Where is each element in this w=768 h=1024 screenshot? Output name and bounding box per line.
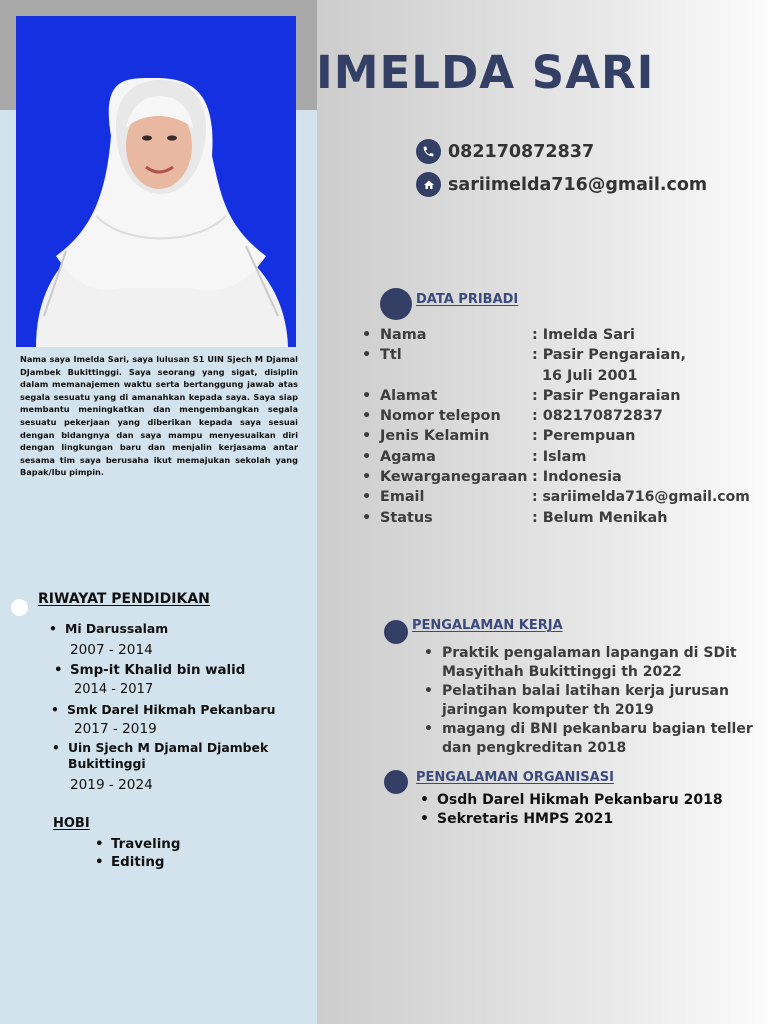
section-dot (11, 599, 28, 616)
list-item: • Agama : Islam (362, 448, 587, 465)
home-icon (416, 172, 441, 197)
contact-email (416, 172, 707, 197)
work-experience-item: • Pelatihan balai latihan kerja jurusan jaringan komputer th 2019 (442, 682, 762, 720)
education-years: 2017 - 2019 (74, 721, 157, 737)
pengalaman-organisasi-title: PENGALAMAN ORGANISASI (416, 770, 614, 785)
email-address: sariimelda716@gmail.com (448, 174, 708, 195)
work-experience-item: • magang di BNI pekanbaru bagian teller dan pengkreditan 2018 (442, 720, 762, 758)
pendidikan-title: RIWAYAT PENDIDIKAN (38, 591, 210, 607)
data-pribadi-title: DATA PRIBADI (416, 292, 519, 307)
list-item: • Alamat : Pasir Pengaraian (362, 387, 681, 404)
list-item: • Status : Belum Menikah (362, 509, 668, 526)
list-item: • Kewarganegaraan : Indonesia (362, 469, 622, 486)
phone-number: 082170872837 (448, 141, 595, 162)
profile-summary: Nama saya Imelda Sari, saya lulusan S1 UIN Sjech M Djamal DJambek Bukittinggi. Saya seorang yang sigat, disiplin dalam memanajemen waktu serta bertanggung jawab atas segala sesuatu yang di amanahkan kepada saya. Saya siap membantu meningkatkan dan mengembangkan segala sesuatu pekerjaan yang diberikan kepada saya sesuai dengan bidangnya dan saya mampu menyesuaikan diri dengan lingkungan baru dan menjalin kerjasama antar sesama tim saya berusaha ikut memajukan sekolah yang Bapak/Ibu pimpin. (20, 354, 298, 478)
hobby-item: • Editing (111, 855, 164, 870)
section-dot (384, 770, 408, 794)
section-dot (380, 288, 412, 320)
hobby-item: • Traveling (111, 837, 180, 852)
list-item: • Email : sariimelda716@gmail.com (362, 489, 750, 506)
work-experience-item: • Praktik pengalaman lapangan di SDit Masyithah Bukittinggi th 2022 (442, 644, 762, 682)
education-school: • Smp-it Khalid bin walid (70, 663, 245, 678)
list-item: • Ttl : Pasir Pengaraian, (362, 347, 686, 364)
hobi-title: HOBI (53, 816, 90, 831)
section-dot (384, 620, 408, 644)
education-years: 2007 - 2014 (70, 642, 153, 658)
list-item-continuation: 16 Juli 2001 (542, 367, 638, 384)
organization-item: • Osdh Darel Hikmah Pekanbaru 2018 (437, 792, 723, 808)
list-item: • Nomor telepon : 082170872837 (362, 408, 663, 425)
education-school: • Mi Darussalam (65, 621, 168, 636)
education-years: 2019 - 2024 (70, 777, 153, 793)
person-name: IMELDA SARI (316, 46, 655, 99)
pengalaman-kerja-title: PENGALAMAN KERJA (412, 618, 563, 633)
list-item: • Nama : Imelda Sari (362, 327, 635, 343)
profile-photo (16, 16, 296, 347)
data-pribadi-list (362, 325, 762, 528)
contact-phone (416, 139, 594, 164)
education-years: 2014 - 2017 (74, 682, 154, 697)
education-school: • Smk Darel Hikmah Pekanbaru (67, 702, 275, 717)
organization-item: • Sekretaris HMPS 2021 (437, 811, 613, 827)
list-item: • Jenis Kelamin : Perempuan (362, 428, 636, 445)
phone-icon (416, 139, 441, 164)
education-school: • Uin Sjech M Djamal Djambek Bukittinggi (68, 740, 278, 772)
